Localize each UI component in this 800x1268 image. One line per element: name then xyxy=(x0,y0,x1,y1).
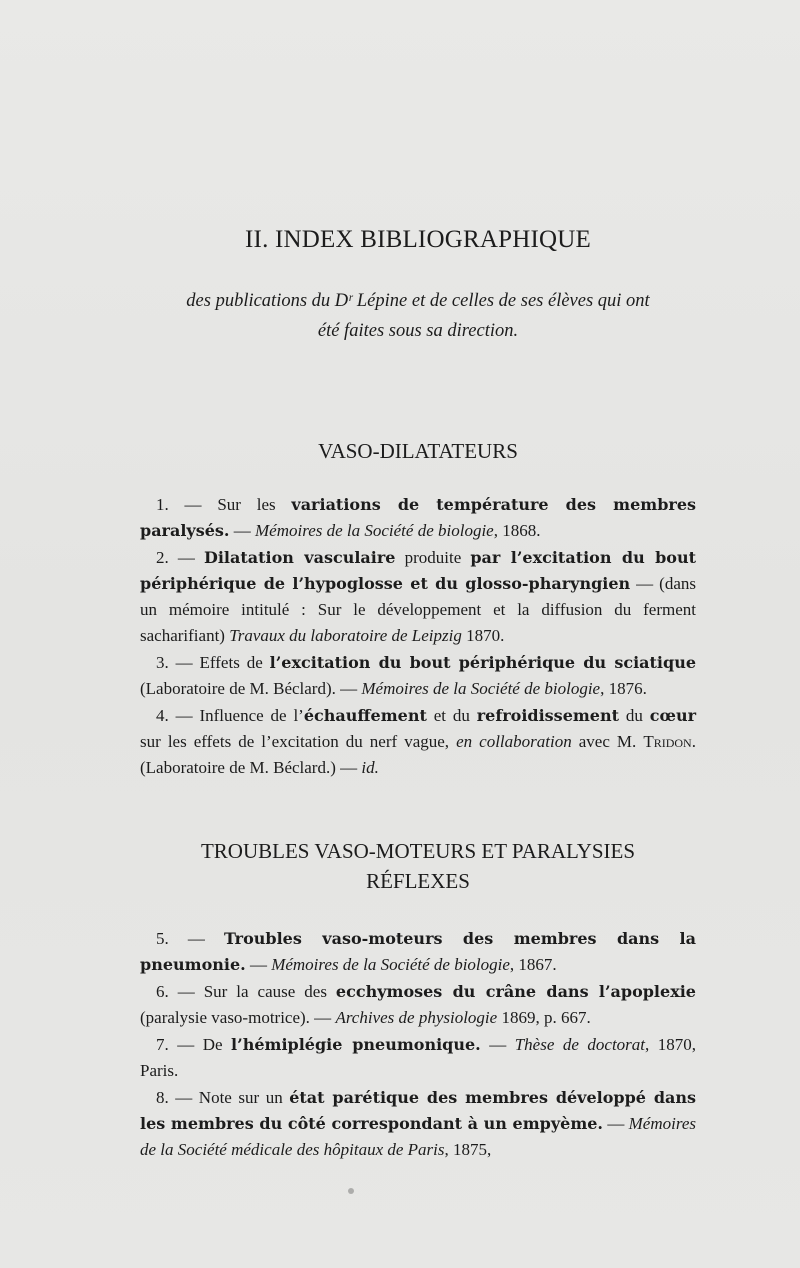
entry-text: sur les effets de l’excitation du nerf vague, xyxy=(140,732,457,751)
entry-text: 1869, p. 667. xyxy=(497,1008,591,1027)
bibliography-entry xyxy=(140,650,696,702)
entry-text: 1. — Sur les xyxy=(156,495,292,514)
entry-italic-text: Thèse de doctorat xyxy=(514,1035,646,1054)
entry-text: 1870. xyxy=(461,626,505,645)
entry-text: — xyxy=(229,521,255,540)
entry-text: 8. — Note sur un xyxy=(156,1088,290,1107)
entry-text: , 1868. xyxy=(493,521,541,540)
section-title-vaso-dilatateurs: VASO-DILATATEURS xyxy=(318,439,518,463)
entry-text: (paralysie vaso-motrice). — xyxy=(140,1008,336,1027)
entry-bold-text: Troubles vaso-moteurs des membres dans la pneumonie. xyxy=(140,929,697,974)
entry-bold-text: l’hémiplégie pneumonique. xyxy=(231,1035,481,1054)
entry-text: 2. — xyxy=(156,548,204,567)
entry-text: , 1875, xyxy=(444,1140,492,1159)
bibliography-entry xyxy=(140,1085,696,1163)
paper-speck xyxy=(348,1188,354,1194)
entry-smallcaps-text: Tridon xyxy=(643,732,692,751)
bibliography-entry xyxy=(140,492,696,544)
entry-text: 5. — xyxy=(156,929,224,948)
entry-text: avec M. xyxy=(571,732,644,751)
entry-italic-text: Mémoires de la Société médicale des hôpitaux de Paris xyxy=(140,1114,696,1159)
entry-text: 4. — Influence de l’ xyxy=(156,706,304,725)
section-title-line-1: TROUBLES VASO-MOTEURS ET PARALYSIES xyxy=(200,839,636,863)
entry-italic-text: en collaboration xyxy=(456,732,572,751)
bibliography-entry xyxy=(140,703,696,781)
bibliography-entry xyxy=(140,979,696,1031)
entry-italic-text: Mémoires de la Société de biologie xyxy=(255,521,494,540)
section-title-line-2: RÉFLEXES xyxy=(366,869,470,893)
entry-italic-text: id. xyxy=(361,758,379,777)
entry-italic-text: Archives de physiologie xyxy=(335,1008,498,1027)
bibliography-content xyxy=(140,226,696,1164)
subtitle-line-1: des publications du Dʳ Lépine et de celles de ses élèves qui ont xyxy=(186,291,650,311)
entry-text: , 1876. xyxy=(600,679,647,698)
entry-text: 7. — De xyxy=(156,1035,232,1054)
entry-text: , 1867. xyxy=(509,955,557,974)
entry-text: — (dans un mémoire intitulé : Sur le développement et la diffusion du ferment sacharifiant) xyxy=(140,574,697,645)
section-title-troubles-vaso-moteurs xyxy=(140,836,696,896)
entry-italic-text: Travaux du laboratoire de Leipzig xyxy=(229,626,462,645)
entry-bold-text: cœur xyxy=(649,706,696,725)
bibliography-entry xyxy=(140,545,696,649)
entry-text: 6. — Sur la cause des xyxy=(156,982,336,1001)
entry-text: — xyxy=(245,955,272,974)
entry-text: — xyxy=(603,1114,629,1133)
entry-text: — xyxy=(480,1035,515,1054)
page-title: II. INDEX BIBLIOGRAPHIQUE xyxy=(245,226,591,253)
bibliography-entry xyxy=(140,926,696,978)
subtitle-line-2: été faites sous sa direction. xyxy=(317,321,519,341)
page-subtitle xyxy=(140,286,696,346)
entry-bold-text: par l’excitation du bout périphérique de l’hypoglosse et du glosso-pharyngien xyxy=(140,548,697,593)
entry-text: , 1870, Paris. xyxy=(140,1035,697,1080)
entry-bold-text: l’excitation du bout périphérique du sciatique xyxy=(269,653,696,672)
entry-bold-text: échauffement xyxy=(303,706,427,725)
entry-bold-text: Dilatation vasculaire xyxy=(203,548,396,567)
entry-italic-text: Mémoires de la Société de biologie xyxy=(271,955,510,974)
entry-text: . (Laboratoire de M. Béclard.) — xyxy=(140,732,696,777)
entry-bold-text: état parétique des membres développé dans les membres du côté correspondant à un empyème. xyxy=(140,1088,697,1133)
entry-bold-text: ecchymoses du crâne dans l’apoplexie xyxy=(335,982,696,1001)
entry-text: du xyxy=(619,706,650,725)
entry-bold-text: variations de température des membres paralysés. xyxy=(140,495,697,540)
entry-text: 3. — Effets de xyxy=(156,653,270,672)
bibliography-entry xyxy=(140,1032,696,1084)
entry-italic-text: Mémoires de la Société de biologie xyxy=(361,679,601,698)
entry-text: (Laboratoire de M. Béclard). — xyxy=(140,679,362,698)
entry-text: produite xyxy=(395,548,471,567)
entry-bold-text: refroidissement xyxy=(476,706,619,725)
entry-text: et du xyxy=(426,706,477,725)
